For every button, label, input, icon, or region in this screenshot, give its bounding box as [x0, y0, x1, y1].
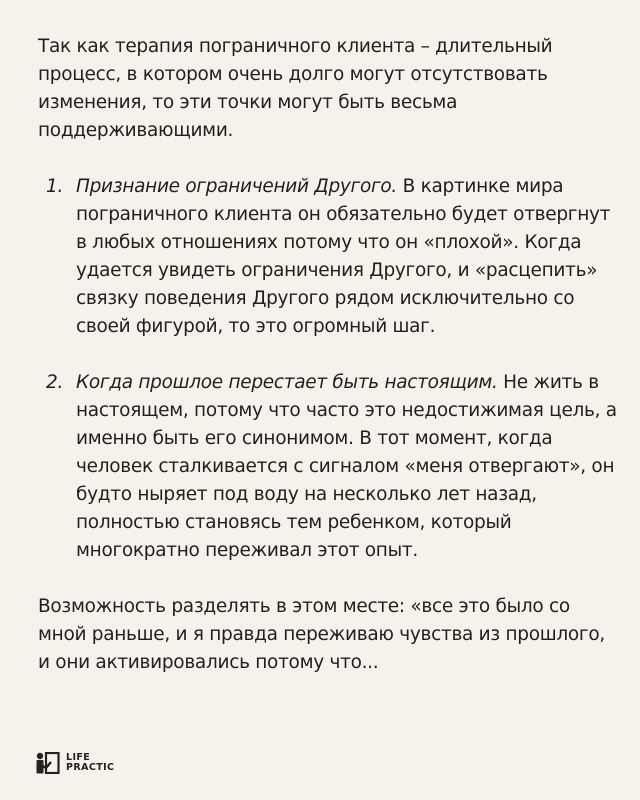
- intro-paragraph: Так как терапия пограничного клиента – длительный процесс, в котором очень долго могут отсутствовать изменения, то эти точки могут быть весьма поддерживающими.: [38, 36, 553, 141]
- list-item: [46, 173, 618, 341]
- article-body: [38, 33, 618, 677]
- person-at-board-icon: [36, 752, 60, 774]
- logo-wordmark: LIFE PRACTIC: [66, 752, 115, 773]
- brand-logo: [36, 752, 114, 774]
- list-number: 2.: [46, 372, 64, 393]
- list-item: [46, 369, 618, 565]
- list-item-lead: Признание ограничений Другого.: [76, 176, 398, 197]
- list-item-text: Не жить в настоящем, потому что часто это недостижимая цель, а именно быть его синонимом. В тот момент, когда человек сталкивается с сигналом «меня отвергают», он будто ныряет под воду на несколько лет назад, полностью становясь тем ребенком, который многократно переживал этот опыт.: [76, 372, 617, 561]
- closing-paragraph: Возможность разделять в этом месте: «все это было со мной раньше, и я правда переживаю чувства из прошлого, и они активировались потому что...: [38, 596, 605, 673]
- numbered-list: [38, 173, 618, 565]
- list-item-lead: Когда прошлое перестает быть настоящим.: [76, 372, 498, 393]
- list-number: 1.: [46, 176, 64, 197]
- list-item-text: В картинке мира пограничного клиента он обязательно будет отвергнут в любых отношениях потому что он «плохой». Когда удается увидеть ограничения Другого, и «расцепить» связку поведения Другого рядом исключительно со своей фигурой, то это огромный шаг.: [76, 176, 611, 337]
